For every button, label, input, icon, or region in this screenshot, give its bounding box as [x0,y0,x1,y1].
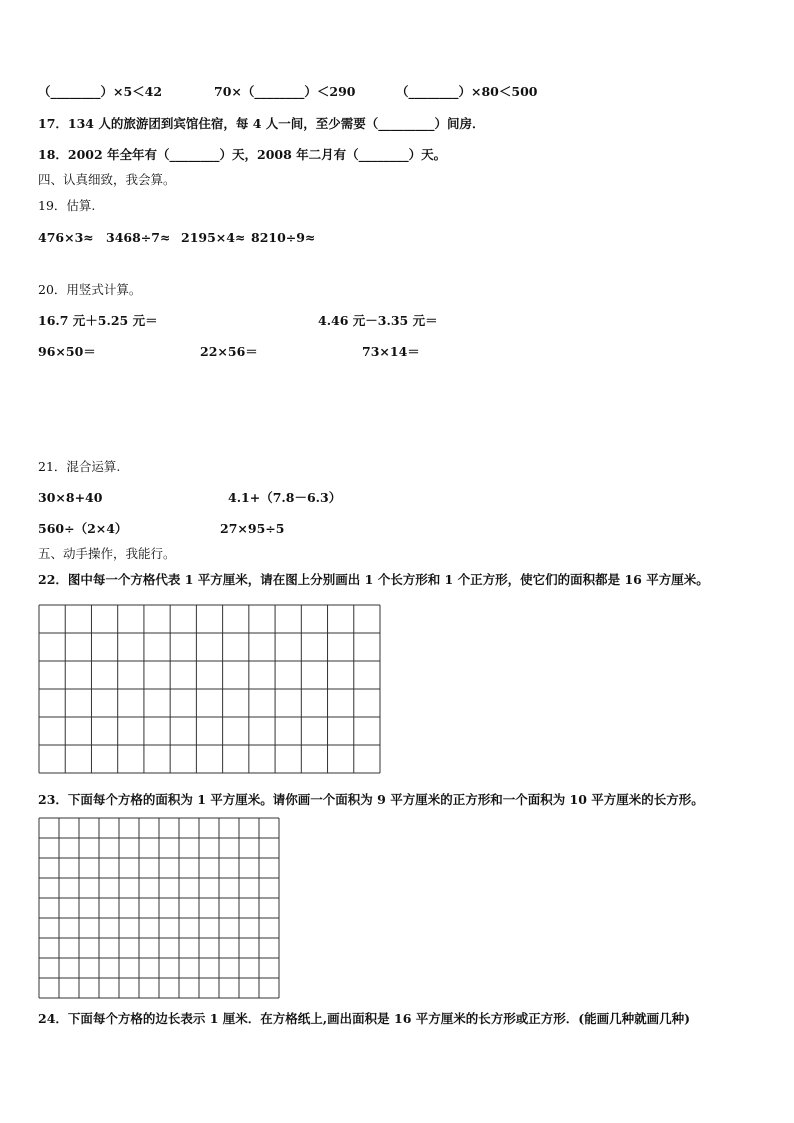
q21-item-2: 4.1+（7.8－6.3） [228,490,342,505]
q21-item-1: 30×8+40 [38,490,103,505]
q17-text: 17．134 人的旅游团到宾馆住宿，每 4 人一间，至少需要（_________）间房． [38,116,485,131]
q24-text: 24．下面每个方格的边长表示 1 厘米．在方格纸上,画出面积是 16 平方厘米的长方形或正方形．(能画几种就画几种) [38,1011,691,1026]
q20-item-1: 16.7 元＋5.25 元＝ [38,313,158,328]
q19-title: 19．估算. [38,198,96,213]
q20-title: 20．用竖式计算。 [38,282,142,297]
q21-item-4: 27×95÷5 [220,521,285,536]
q20-item-5: 73×14＝ [362,344,420,359]
q18-text: 18．2002 年全年有（________）天，2008 年二月有（________）天。 [38,147,447,162]
q21-title: 21．混合运算. [38,459,121,474]
q19-item-2: 3468÷7≈ [106,230,171,245]
q20-item-2: 4.46 元－3.35 元＝ [318,313,438,328]
q23-square-grid[interactable] [38,817,280,999]
q20-item-4: 22×56＝ [200,344,258,359]
q16-item-3: （________）×80＜500 [396,84,538,99]
section-4-heading: 四、认真细致，我会算。 [38,172,176,187]
q16-item-1: （________）×5＜42 [38,84,163,99]
q22-square-grid[interactable] [38,604,381,774]
q16-item-2: 70×（________）＜290 [214,84,356,99]
q23-text: 23．下面每个方格的面积为 1 平方厘米。请你画一个面积为 9 平方厘米的正方形和一个面积为 10 平方厘米的长方形。 [38,792,704,807]
q19-item-4: 8210÷9≈ [251,230,316,245]
q22-text: 22．图中每一个方格代表 1 平方厘米，请在图上分别画出 1 个长方形和 1 个正方形，使它们的面积都是 16 平方厘米。 [38,572,709,587]
q19-item-3: 2195×4≈ [181,230,246,245]
q19-item-1: 476×3≈ [38,230,94,245]
section-5-heading: 五、动手操作，我能行。 [38,546,176,561]
q20-item-3: 96×50＝ [38,344,96,359]
q21-item-3: 560÷（2×4） [38,521,128,536]
